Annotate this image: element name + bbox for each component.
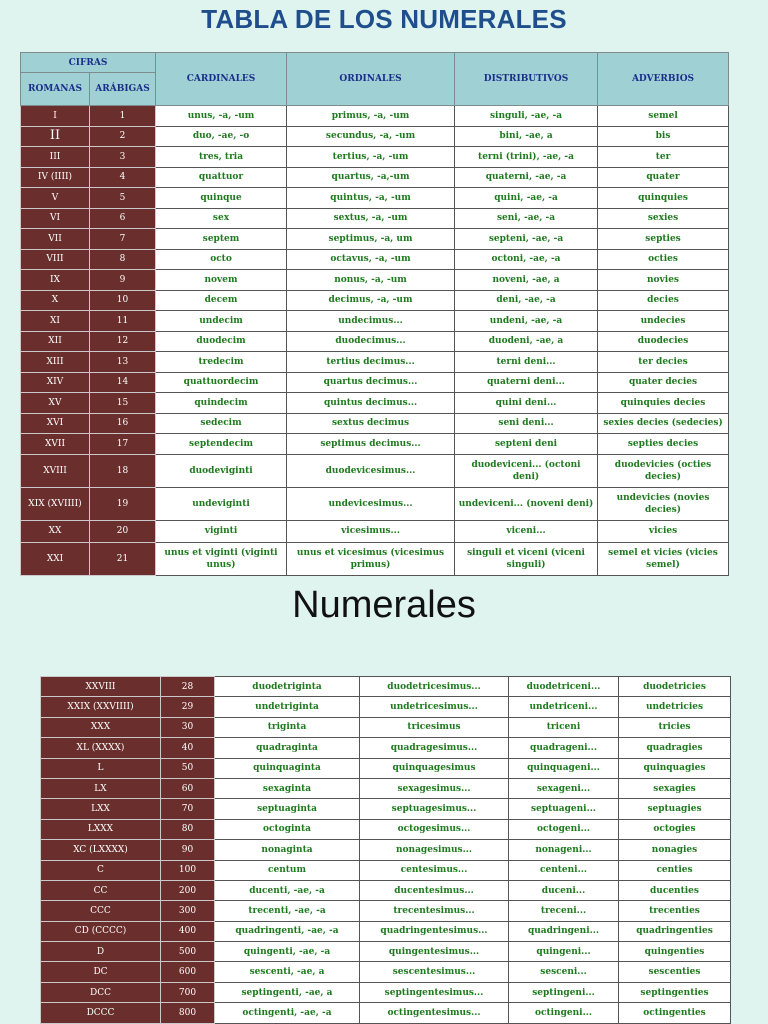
cell-cardinal: duodeviginti — [156, 454, 287, 487]
cell-distributive: triceni — [509, 717, 619, 737]
cell-cardinal: duo, -ae, -o — [156, 126, 287, 147]
cell-adverb: semel — [598, 106, 729, 127]
cell-adverb: octogies — [619, 819, 731, 839]
cell-arabic: 7 — [90, 229, 156, 250]
table-row — [21, 270, 729, 291]
cell-ordinal: trecentesimus... — [360, 901, 509, 921]
table-row — [41, 677, 731, 697]
cell-distributive: seni, -ae, -a — [455, 208, 598, 229]
cell-cardinal: viginti — [156, 520, 287, 542]
cell-cardinal: undetriginta — [215, 697, 360, 717]
table-row — [21, 434, 729, 455]
cell-distributive: quini, -ae, -a — [455, 188, 598, 209]
cell-ordinal: undecimus... — [287, 311, 455, 332]
cell-cardinal: triginta — [215, 717, 360, 737]
cell-cardinal: trecenti, -ae, -a — [215, 901, 360, 921]
cell-roman: DC — [41, 962, 161, 982]
cell-roman: XIII — [21, 352, 90, 373]
cell-adverb: quingenties — [619, 942, 731, 962]
cell-ordinal: nonagesimus... — [360, 840, 509, 860]
cell-distributive: septeni, -ae, -a — [455, 229, 598, 250]
cell-ordinal: quadragesimus... — [360, 738, 509, 758]
cell-ordinal: tertius decimus... — [287, 352, 455, 373]
cell-ordinal: tricesimus — [360, 717, 509, 737]
cell-roman: D — [41, 942, 161, 962]
cell-adverb: vicies — [598, 520, 729, 542]
cell-distributive: quaterni deni... — [455, 372, 598, 393]
cell-distributive: seni deni... — [455, 413, 598, 434]
cell-distributive: quaterni, -ae, -a — [455, 167, 598, 188]
cell-adverb: sexies — [598, 208, 729, 229]
cell-adverb: trecenties — [619, 901, 731, 921]
cell-roman: DCC — [41, 982, 161, 1002]
cell-roman: L — [41, 758, 161, 778]
cell-ordinal: centesimus... — [360, 860, 509, 880]
cell-adverb: bis — [598, 126, 729, 147]
table-row — [41, 738, 731, 758]
cell-roman: XXVIII — [41, 677, 161, 697]
table-row — [41, 942, 731, 962]
table-row — [21, 372, 729, 393]
cell-roman: CC — [41, 880, 161, 900]
page-title: TABLA DE LOS NUMERALES — [201, 4, 567, 34]
cell-roman: C — [41, 860, 161, 880]
cell-roman: XIV — [21, 372, 90, 393]
cell-distributive: quinquageni... — [509, 758, 619, 778]
cell-roman: I — [21, 106, 90, 127]
cell-ordinal: decimus, -a, -um — [287, 290, 455, 311]
cell-cardinal: septuaginta — [215, 799, 360, 819]
cell-ordinal: secundus, -a, -um — [287, 126, 455, 147]
cell-arabic: 10 — [90, 290, 156, 311]
cell-ordinal: quartus, -a,-um — [287, 167, 455, 188]
table-row — [21, 208, 729, 229]
cell-cardinal: undecim — [156, 311, 287, 332]
cell-adverb: duodevicies (octies decies) — [598, 454, 729, 487]
cell-cardinal: sexaginta — [215, 778, 360, 798]
table-row — [21, 126, 729, 147]
cell-distributive: undetriceni... — [509, 697, 619, 717]
header-arabigas: ARÁBIGAS — [90, 73, 156, 106]
cell-adverb: septies — [598, 229, 729, 250]
cell-arabic: 12 — [90, 331, 156, 352]
cell-ordinal: duodevicesimus... — [287, 454, 455, 487]
cell-adverb: septuagies — [619, 799, 731, 819]
cell-roman: LXX — [41, 799, 161, 819]
header-distributivos: DISTRIBUTIVOS — [455, 53, 598, 106]
cell-cardinal: nonaginta — [215, 840, 360, 860]
cell-arabic: 21 — [90, 542, 156, 575]
cell-ordinal: sextus decimus — [287, 413, 455, 434]
cell-arabic: 50 — [161, 758, 215, 778]
cell-roman: XL (XXXX) — [41, 738, 161, 758]
cell-distributive: septuageni... — [509, 799, 619, 819]
cell-adverb: quadringenties — [619, 921, 731, 941]
cell-arabic: 8 — [90, 249, 156, 270]
cell-adverb: nonagies — [619, 840, 731, 860]
cell-roman: LX — [41, 778, 161, 798]
table-row — [21, 106, 729, 127]
cell-ordinal: quartus decimus... — [287, 372, 455, 393]
table-row — [41, 778, 731, 798]
cell-roman: XX — [21, 520, 90, 542]
cell-ordinal: quintus decimus... — [287, 393, 455, 414]
cell-ordinal: quadringentesimus... — [360, 921, 509, 941]
cell-adverb: novies — [598, 270, 729, 291]
cell-roman: CD (CCCC) — [41, 921, 161, 941]
cell-ordinal: quingentesimus... — [360, 942, 509, 962]
cell-distributive: octingeni... — [509, 1003, 619, 1023]
cell-adverb: semel et vicies (vicies semel) — [598, 542, 729, 575]
numerals-table-1 — [20, 52, 729, 576]
cell-adverb: octingenties — [619, 1003, 731, 1023]
header-cifras: CIFRAS — [21, 53, 156, 73]
cell-arabic: 80 — [161, 819, 215, 839]
cell-distributive: sexageni... — [509, 778, 619, 798]
cell-roman: CCC — [41, 901, 161, 921]
table-row — [41, 840, 731, 860]
table-row — [21, 331, 729, 352]
cell-adverb: ter — [598, 147, 729, 168]
cell-cardinal: septingenti, -ae, a — [215, 982, 360, 1002]
table-row — [41, 717, 731, 737]
numerals-table-1-body — [21, 106, 729, 576]
cell-ordinal: ducentesimus... — [360, 880, 509, 900]
header-cardinales: CARDINALES — [156, 53, 287, 106]
header-ordinales: ORDINALES — [287, 53, 455, 106]
cell-distributive: nonageni... — [509, 840, 619, 860]
table-row — [41, 982, 731, 1002]
cell-arabic: 800 — [161, 1003, 215, 1023]
cell-arabic: 700 — [161, 982, 215, 1002]
table-row — [41, 819, 731, 839]
cell-distributive: duodeviceni... (octoni deni) — [455, 454, 598, 487]
cell-distributive: deni, -ae, -a — [455, 290, 598, 311]
header-romanas: ROMANAS — [21, 73, 90, 106]
cell-adverb: septingenties — [619, 982, 731, 1002]
cell-roman: IV (IIII) — [21, 167, 90, 188]
cell-arabic: 13 — [90, 352, 156, 373]
table-row — [21, 188, 729, 209]
cell-adverb: quinquies — [598, 188, 729, 209]
cell-ordinal: septimus, -a, um — [287, 229, 455, 250]
cell-cardinal: ducenti, -ae, -a — [215, 880, 360, 900]
cell-roman: XXIX (XXVIIII) — [41, 697, 161, 717]
cell-arabic: 3 — [90, 147, 156, 168]
cell-distributive: sesceni... — [509, 962, 619, 982]
table-row — [21, 147, 729, 168]
cell-adverb: sexies decies (sedecies) — [598, 413, 729, 434]
cell-cardinal: duodecim — [156, 331, 287, 352]
cell-cardinal: octingenti, -ae, -a — [215, 1003, 360, 1023]
cell-cardinal: octo — [156, 249, 287, 270]
cell-arabic: 1 — [90, 106, 156, 127]
cell-arabic: 15 — [90, 393, 156, 414]
cell-distributive: undeni, -ae, -a — [455, 311, 598, 332]
numerals-table-2-body — [41, 677, 731, 1024]
cell-roman: V — [21, 188, 90, 209]
cell-adverb: quinquies decies — [598, 393, 729, 414]
cell-arabic: 20 — [90, 520, 156, 542]
table-row — [21, 311, 729, 332]
cell-ordinal: unus et vicesimus (vicesimus primus) — [287, 542, 455, 575]
table-row — [21, 520, 729, 542]
cell-distributive: duodeni, -ae, a — [455, 331, 598, 352]
cell-cardinal: quadraginta — [215, 738, 360, 758]
cell-roman: VII — [21, 229, 90, 250]
cell-roman: DCCC — [41, 1003, 161, 1023]
cell-adverb: quater — [598, 167, 729, 188]
cell-roman: XVII — [21, 434, 90, 455]
cell-roman: II — [21, 126, 90, 147]
cell-arabic: 14 — [90, 372, 156, 393]
cell-arabic: 60 — [161, 778, 215, 798]
cell-roman: XVIII — [21, 454, 90, 487]
table-row — [41, 880, 731, 900]
cell-cardinal: tres, tria — [156, 147, 287, 168]
cell-roman: VIII — [21, 249, 90, 270]
cell-arabic: 90 — [161, 840, 215, 860]
cell-cardinal: quinquaginta — [215, 758, 360, 778]
table-row — [21, 542, 729, 575]
table-row — [41, 901, 731, 921]
cell-adverb: duodetricies — [619, 677, 731, 697]
table-row — [21, 454, 729, 487]
cell-ordinal: septingentesimus... — [360, 982, 509, 1002]
cell-cardinal: sedecim — [156, 413, 287, 434]
cell-roman: XVI — [21, 413, 90, 434]
cell-distributive: centeni... — [509, 860, 619, 880]
cell-distributive: quini deni... — [455, 393, 598, 414]
cell-distributive: treceni... — [509, 901, 619, 921]
table-row — [41, 758, 731, 778]
cell-cardinal: centum — [215, 860, 360, 880]
cell-cardinal: sex — [156, 208, 287, 229]
cell-arabic: 17 — [90, 434, 156, 455]
cell-ordinal: octogesimus... — [360, 819, 509, 839]
cell-distributive: singuli, -ae, -a — [455, 106, 598, 127]
cell-distributive: septeni deni — [455, 434, 598, 455]
cell-adverb: undecies — [598, 311, 729, 332]
cell-ordinal: septuagesimus... — [360, 799, 509, 819]
cell-adverb: sexagies — [619, 778, 731, 798]
cell-distributive: undeviceni... (noveni deni) — [455, 487, 598, 520]
cell-adverb: tricies — [619, 717, 731, 737]
table-row — [21, 393, 729, 414]
cell-distributive: octogeni... — [509, 819, 619, 839]
cell-roman: XI — [21, 311, 90, 332]
cell-arabic: 16 — [90, 413, 156, 434]
cell-distributive: terni deni... — [455, 352, 598, 373]
cell-distributive: singuli et viceni (viceni singuli) — [455, 542, 598, 575]
cell-roman: III — [21, 147, 90, 168]
cell-cardinal: tredecim — [156, 352, 287, 373]
cell-ordinal: vicesimus... — [287, 520, 455, 542]
cell-ordinal: primus, -a, -um — [287, 106, 455, 127]
cell-arabic: 40 — [161, 738, 215, 758]
table-row — [41, 921, 731, 941]
cell-adverb: duodecies — [598, 331, 729, 352]
cell-arabic: 4 — [90, 167, 156, 188]
cell-arabic: 600 — [161, 962, 215, 982]
cell-cardinal: quattuor — [156, 167, 287, 188]
cell-roman: X — [21, 290, 90, 311]
cell-cardinal: septem — [156, 229, 287, 250]
table-row — [21, 229, 729, 250]
table-row — [41, 860, 731, 880]
cell-adverb: decies — [598, 290, 729, 311]
cell-ordinal: duodecimus... — [287, 331, 455, 352]
cell-distributive: duodetriceni... — [509, 677, 619, 697]
table-row — [41, 799, 731, 819]
table-row — [21, 413, 729, 434]
cell-cardinal: quindecim — [156, 393, 287, 414]
cell-ordinal: quinquagesimus — [360, 758, 509, 778]
cell-distributive: duceni... — [509, 880, 619, 900]
section-title: Numerales — [292, 584, 476, 626]
cell-arabic: 2 — [90, 126, 156, 147]
cell-adverb: undevicies (novies decies) — [598, 487, 729, 520]
cell-distributive: viceni... — [455, 520, 598, 542]
table-row — [21, 290, 729, 311]
table-row — [41, 697, 731, 717]
cell-adverb: undetricies — [619, 697, 731, 717]
cell-distributive: octoni, -ae, -a — [455, 249, 598, 270]
cell-ordinal: septimus decimus... — [287, 434, 455, 455]
cell-cardinal: quinque — [156, 188, 287, 209]
cell-ordinal: octavus, -a, -um — [287, 249, 455, 270]
cell-ordinal: sexagesimus... — [360, 778, 509, 798]
cell-roman: XC (LXXXX) — [41, 840, 161, 860]
cell-ordinal: sescentesimus... — [360, 962, 509, 982]
cell-adverb: quinquagies — [619, 758, 731, 778]
cell-arabic: 30 — [161, 717, 215, 737]
cell-adverb: sescenties — [619, 962, 731, 982]
cell-roman: XXI — [21, 542, 90, 575]
cell-arabic: 18 — [90, 454, 156, 487]
cell-cardinal: quattuordecim — [156, 372, 287, 393]
cell-cardinal: novem — [156, 270, 287, 291]
table-row — [21, 352, 729, 373]
cell-arabic: 400 — [161, 921, 215, 941]
cell-cardinal: sescenti, -ae, a — [215, 962, 360, 982]
cell-cardinal: septendecim — [156, 434, 287, 455]
cell-ordinal: octingentesimus... — [360, 1003, 509, 1023]
table-row — [21, 167, 729, 188]
table-row — [41, 962, 731, 982]
cell-cardinal: quingenti, -ae, -a — [215, 942, 360, 962]
cell-ordinal: nonus, -a, -um — [287, 270, 455, 291]
cell-ordinal: tertius, -a, -um — [287, 147, 455, 168]
table-row — [41, 1003, 731, 1023]
numerals-table-2 — [40, 676, 731, 1024]
cell-roman: XII — [21, 331, 90, 352]
cell-arabic: 19 — [90, 487, 156, 520]
cell-arabic: 11 — [90, 311, 156, 332]
cell-distributive: noveni, -ae, a — [455, 270, 598, 291]
cell-ordinal: undevicesimus... — [287, 487, 455, 520]
cell-arabic: 200 — [161, 880, 215, 900]
cell-arabic: 300 — [161, 901, 215, 921]
cell-adverb: septies decies — [598, 434, 729, 455]
cell-distributive: septingeni... — [509, 982, 619, 1002]
cell-ordinal: quintus, -a, -um — [287, 188, 455, 209]
table-row — [21, 249, 729, 270]
cell-cardinal: duodetriginta — [215, 677, 360, 697]
table-row — [21, 487, 729, 520]
cell-distributive: bini, -ae, a — [455, 126, 598, 147]
cell-cardinal: unus, -a, -um — [156, 106, 287, 127]
cell-cardinal: undeviginti — [156, 487, 287, 520]
cell-arabic: 9 — [90, 270, 156, 291]
cell-cardinal: quadringenti, -ae, -a — [215, 921, 360, 941]
cell-arabic: 28 — [161, 677, 215, 697]
cell-cardinal: octoginta — [215, 819, 360, 839]
cell-distributive: terni (trini), -ae, -a — [455, 147, 598, 168]
cell-adverb: quater decies — [598, 372, 729, 393]
cell-arabic: 6 — [90, 208, 156, 229]
cell-roman: XV — [21, 393, 90, 414]
cell-ordinal: sextus, -a, -um — [287, 208, 455, 229]
cell-roman: IX — [21, 270, 90, 291]
cell-ordinal: undetricesimus... — [360, 697, 509, 717]
cell-distributive: quadrageni... — [509, 738, 619, 758]
cell-distributive: quingeni... — [509, 942, 619, 962]
cell-adverb: centies — [619, 860, 731, 880]
cell-roman: XXX — [41, 717, 161, 737]
cell-cardinal: unus et viginti (viginti unus) — [156, 542, 287, 575]
cell-adverb: ter decies — [598, 352, 729, 373]
cell-arabic: 70 — [161, 799, 215, 819]
cell-adverb: octies — [598, 249, 729, 270]
cell-distributive: quadringeni... — [509, 921, 619, 941]
cell-arabic: 500 — [161, 942, 215, 962]
cell-ordinal: duodetricesimus... — [360, 677, 509, 697]
cell-arabic: 29 — [161, 697, 215, 717]
cell-arabic: 5 — [90, 188, 156, 209]
cell-cardinal: decem — [156, 290, 287, 311]
header-adverbios: ADVERBIOS — [598, 53, 729, 106]
cell-arabic: 100 — [161, 860, 215, 880]
cell-adverb: quadragies — [619, 738, 731, 758]
cell-roman: XIX (XVIIII) — [21, 487, 90, 520]
cell-roman: LXXX — [41, 819, 161, 839]
cell-roman: VI — [21, 208, 90, 229]
cell-adverb: ducenties — [619, 880, 731, 900]
